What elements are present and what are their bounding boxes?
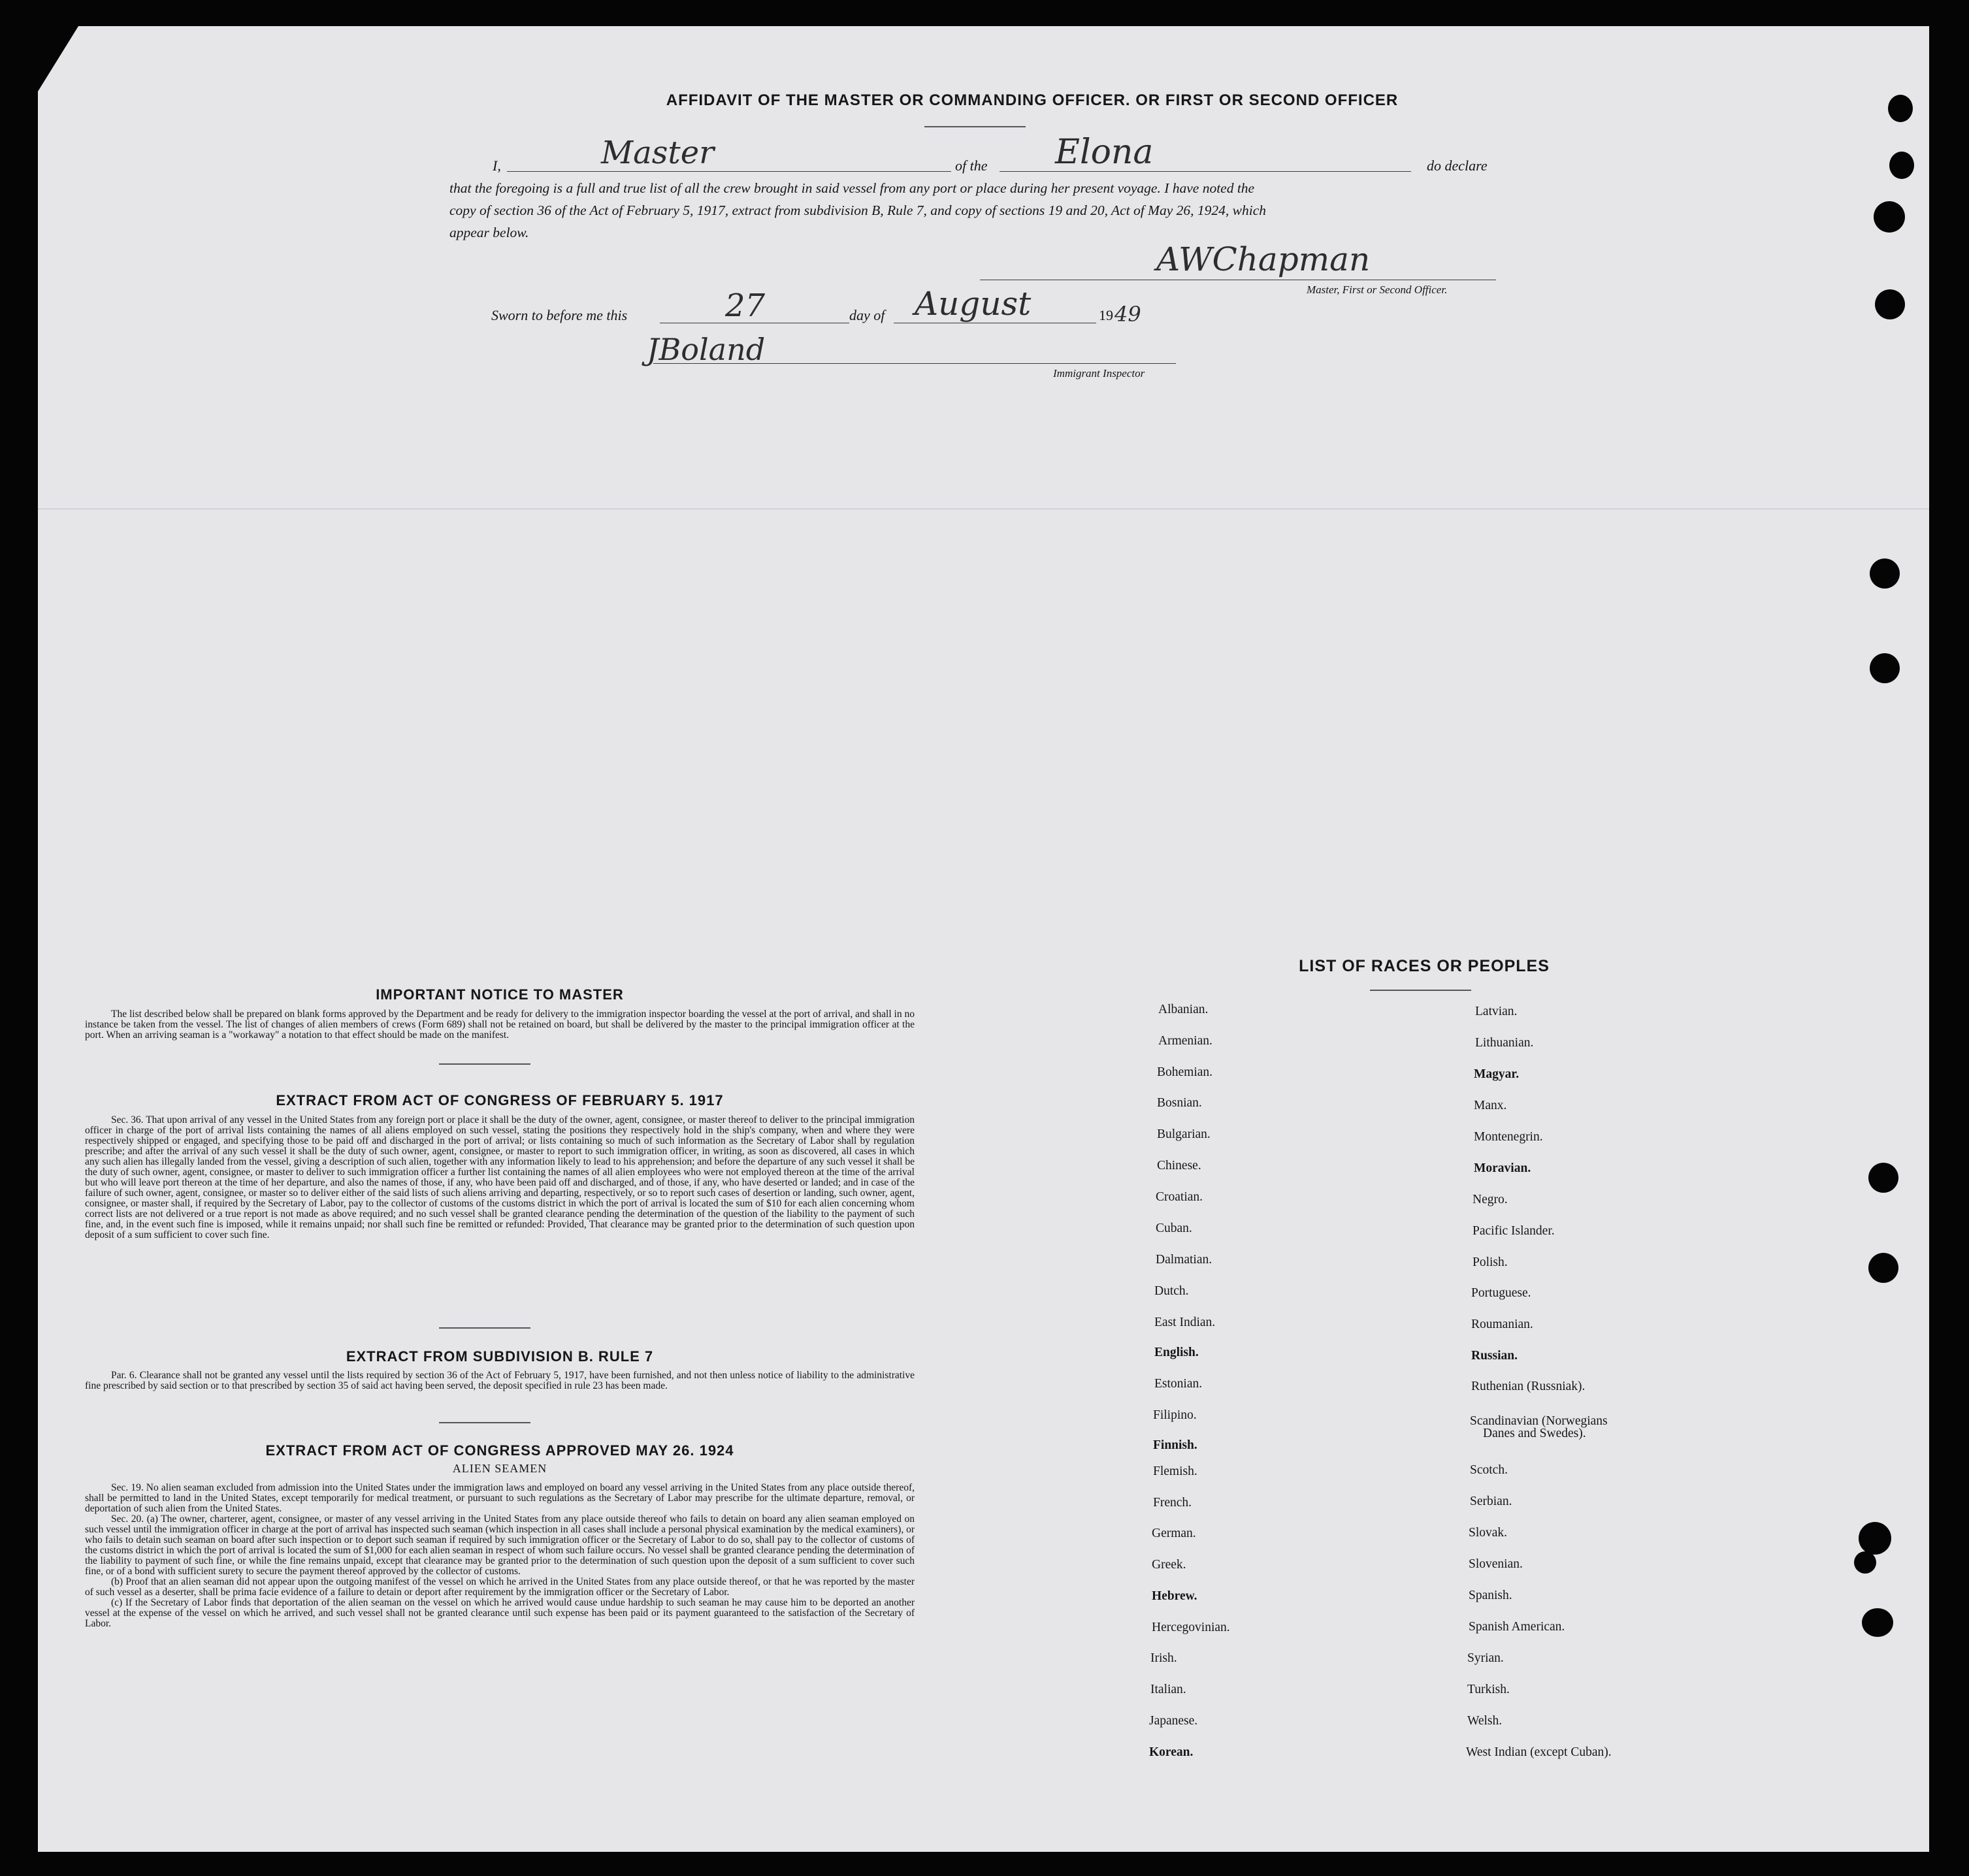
races-rule (1370, 990, 1471, 991)
notice-title: IMPORTANT NOTICE TO MASTER (376, 986, 624, 1003)
signature-caption: Master, First or Second Officer. (1307, 283, 1448, 296)
race-right-item: Polish. (1473, 1255, 1508, 1269)
binder-hole (1874, 201, 1905, 233)
race-left-item: Flemish. (1153, 1464, 1197, 1478)
section-20b-paragraph: (b) Proof that an alien seaman did not appear upon the outgoing manifest of the vessel on which he arrived in the United States from any place outside thereof, or that he was reported by the master of such vessel as a deserter, shall be prima facie evidence of a failure to detain or deport after requirement by the immigration officer or the Secretary of Labor. (85, 1576, 915, 1598)
race-left-item: Greek. (1152, 1558, 1186, 1572)
race-left-item: Irish. (1150, 1651, 1177, 1665)
race-left-item: Estonian. (1154, 1377, 1203, 1391)
race-right-item: Manx. (1474, 1099, 1507, 1112)
race-right-item: Scotch. (1470, 1463, 1508, 1477)
race-left-item: Cuban. (1156, 1221, 1192, 1235)
sworn-label: Sworn to before me this (491, 307, 628, 323)
race-right-item: Scandinavian (Norwegians (1470, 1414, 1608, 1428)
race-left-item: Armenian. (1158, 1034, 1212, 1048)
race-right-item: Lithuanian. (1475, 1036, 1534, 1050)
race-right-item: Ruthenian (Russniak). (1471, 1380, 1586, 1393)
binder-hole (1868, 1253, 1898, 1283)
alien-seamen-subtitle: ALIEN SEAMEN (452, 1462, 547, 1475)
section-rule (439, 1422, 530, 1423)
binder-hole (1859, 1522, 1891, 1555)
race-left-item: Albanian. (1158, 1003, 1209, 1016)
race-right-item: Welsh. (1467, 1714, 1503, 1728)
extract-1924-title: EXTRACT FROM ACT OF CONGRESS APPROVED MAY 26. 1924 (265, 1442, 734, 1459)
races-title: LIST OF RACES OR PEOPLES (1299, 957, 1550, 975)
extract-1917-text (85, 1115, 915, 1240)
declaration-line-4: appear below. (449, 225, 529, 240)
binder-hole (1862, 1608, 1893, 1637)
affidavit-title: AFFIDAVIT OF THE MASTER OR COMMANDING OFFICER. OR FIRST OR SECOND OFFICER (666, 91, 1399, 109)
inspector-line (653, 363, 1176, 364)
race-right-item: Pacific Islander. (1473, 1224, 1555, 1238)
race-left-item: German. (1152, 1527, 1196, 1540)
declaration-i: I, (493, 157, 501, 174)
race-left-item: Italian. (1150, 1683, 1186, 1696)
rule-7-title: EXTRACT FROM SUBDIVISION B. RULE 7 (346, 1348, 654, 1365)
race-left-item: Hercegovinian. (1152, 1621, 1230, 1634)
name-line (507, 171, 951, 172)
binder-hole (1889, 152, 1914, 179)
name-handwriting: Master (601, 135, 715, 171)
race-right-item: Slovenian. (1469, 1557, 1523, 1571)
race-left-item: Hebrew. (1152, 1589, 1197, 1603)
race-right-item: Serbian. (1470, 1495, 1512, 1508)
race-right-item: Spanish American. (1469, 1620, 1565, 1634)
binder-hole (1888, 95, 1913, 122)
race-right-item: Moravian. (1474, 1161, 1531, 1175)
month-handwriting: August (915, 285, 1032, 323)
title-rule (924, 126, 1026, 127)
race-left-item: East Indian. (1154, 1316, 1216, 1329)
day-handwriting: 27 (725, 287, 766, 324)
binder-hole (1870, 653, 1900, 683)
race-left-item: Japanese. (1149, 1714, 1198, 1728)
extract-1917-title: EXTRACT FROM ACT OF CONGRESS OF FEBRUARY 5. 1917 (276, 1092, 724, 1108)
section-36-paragraph: Sec. 36. That upon arrival of any vessel in the United States from any foreign port or place it shall be the duty of the owner, agent, consignee, or master thereof to deliver to the principal immigration officer in charge of the port of arrival lists containing the names of all aliens employed on such vessel, stating the positions they respectively hold in the ship's company, when and where they were respectively shipped or engaged, and specifying those to be paid off and discharged in the port of arrival; or lists containing so much of such information as the Secretary of Labor shall by regulation prescribe; and after the arrival of any such vessel it shall be the duty of such owner, agent, consignee, or master to report to such immigration officer, in writing, as soon as discovered, all cases in which any such alien has illegally landed from the vessel, giving a description of such alien, together with any information likely to lead to his apprehension; and before the departure of any such vessel it shall be the duty of such owner, agent, consignee, or master to deliver to such immigration officer a further list containing the names of all alien employees who were not employed thereon at the time of the arrival but who will leave port thereon at the time of her departure, and also the names of those, if any, who have been paid off and discharged, and of those, if any, who have deserted or landed; and in case of the failure of such owner, agent, consignee, or master so to deliver either of the said lists of such aliens arriving and departing, respectively, or so to report such cases of desertion or landing, such owner, agent, consignee, or master shall, if required by the Secretary of Labor, pay to the collector of customs of the customs district in which the port of arrival is located the sum of $10 for each alien concerning whom correct lists are not delivered or a true report is not made as above required; and no such vessel shall be granted clearance pending the determination of the question of the liability to the payment of such fine, and, in the event such fine is imposed, while it remains unpaid; nor shall such fine be remitted or refunded: Provided, That clearance may be granted prior to the determination of such question upon deposit of a sum sufficient to cover such fine. (85, 1114, 915, 1240)
race-left-item: English. (1154, 1346, 1199, 1359)
section-20c-paragraph: (c) If the Secretary of Labor finds that deportation of the alien seaman on the vessel on which he arrived would cause undue hardship to such seaman he may cause him to be deported an another vessel at the expense of the vessel on which he arrived, and such vessel shall not be granted clearance until such expense has been paid or its payment guaranteed to the satisfaction of the Secretary of Labor. (85, 1597, 915, 1629)
notice-text (85, 1009, 915, 1041)
race-right-item: Latvian. (1475, 1005, 1518, 1018)
race-left-item: Croatian. (1156, 1190, 1203, 1204)
race-right-item: Roumanian. (1471, 1318, 1533, 1331)
do-declare-label: do declare (1427, 157, 1488, 174)
race-left-item: French. (1153, 1496, 1192, 1510)
vessel-handwriting: Elona (1055, 133, 1154, 172)
race-left-item: Finnish. (1153, 1438, 1197, 1452)
year-prefix: 19 (1099, 307, 1113, 323)
race-right-item: Spanish. (1469, 1589, 1512, 1602)
race-left-item: Dalmatian. (1156, 1253, 1212, 1267)
declaration-line-3: copy of section 36 of the Act of February 5, 1917, extract from subdivision B, Rule 7, and copy of sections 19 and 20, Act of May 26, 1924, which (449, 202, 1266, 218)
race-right-item: Turkish. (1467, 1683, 1510, 1696)
race-right-item: Magyar. (1474, 1067, 1520, 1081)
binder-hole (1854, 1551, 1876, 1574)
race-right-item: Montenegrin. (1474, 1130, 1543, 1144)
paragraph-6: Par. 6. Clearance shall not be granted any vessel until the lists required by section 36 of the Act of February 5, 1917, have been furnished, and not then unless notice of liability to the administrative fine prescribed by said section or to that prescribed by section 35 of said act having been served, the deposit specified in rule 23 has been made. (85, 1370, 915, 1391)
section-20a-paragraph: Sec. 20. (a) The owner, charterer, agent, consignee, or master of any vessel arriving in the United States from any place outside thereof who fails to detain on board any alien seaman employed on such vessel until the immigration officer in charge at the port of arrival has inspected such seaman (which inspection in all cases shall include a personal physical examination by the medical examiners), or who fails to detain such seaman on board after such inspection or to deport such seaman if required by such immigration officer or the Secretary of Labor to do so, shall pay to the collector of customs of the customs district in which the port of arrival is located the sum of $1,000 for each alien seaman in respect of whom such failure occurs. No vessel shall be granted clearance pending the determination of the liability to payment of such fine, or while the fine remains unpaid, except that clearance may be granted prior to the determination of such question upon the deposit of a sum sufficient to cover such fine, or of a bond with sufficient surety to secure the payment thereof approved by the collector of customs. (85, 1513, 915, 1577)
day-of-label: day of (849, 307, 885, 323)
section-19-paragraph: Sec. 19. No alien seaman excluded from admission into the United States under the immigration laws and employed on board any vessel arriving in the United States from any place outside thereof, shall be permitted to land in the United States, except temporarily for medical treatment, or pursuant to such regulations as the Secretary of Labor may prescribe for the ultimate departure, removal, or deportation of such alien from the United States. (85, 1482, 915, 1514)
race-right-item: Slovak. (1469, 1526, 1508, 1540)
race-left-item: Korean. (1149, 1745, 1194, 1759)
race-right-item: Danes and Swedes). (1483, 1427, 1586, 1440)
master-signature: AWChapman (1156, 240, 1371, 278)
race-right-item: Russian. (1471, 1349, 1518, 1363)
notice-paragraph: The list described below shall be prepared on blank forms approved by the Department and be ready for delivery to the immigration inspector boarding the vessel at the port of arrival, and shall in no instance be taken from the vessel. The list of changes of alien members of crews (Form 689) shall not be retained on board, but shall be delivered by the master to the principal immigration officer at the port. When an arriving seaman is a "workaway" a notation to that effect should be made on the manifest. (85, 1009, 915, 1041)
declaration-line-2: that the foregoing is a full and true list of all the crew brought in said vessel from any port or place during her present voyage. I have noted the (449, 180, 1255, 196)
inspector-caption: Immigrant Inspector (1053, 367, 1145, 380)
race-left-item: Dutch. (1154, 1284, 1189, 1298)
fold-line (38, 508, 1929, 509)
rule-7-text (85, 1370, 915, 1391)
race-right-item: West Indian (except Cuban). (1466, 1745, 1612, 1759)
binder-hole (1870, 558, 1900, 589)
section-rule (439, 1327, 530, 1329)
inspector-signature: JBoland (647, 332, 766, 367)
race-left-item: Chinese. (1157, 1159, 1201, 1172)
extract-1924-text (85, 1483, 915, 1629)
race-right-item: Syrian. (1467, 1651, 1504, 1665)
race-left-item: Bohemian. (1157, 1065, 1213, 1079)
race-left-item: Filipino. (1153, 1408, 1197, 1422)
race-right-item: Portuguese. (1471, 1286, 1531, 1300)
race-right-item: Negro. (1473, 1193, 1508, 1206)
race-left-item: Bulgarian. (1157, 1127, 1211, 1141)
section-rule (439, 1063, 530, 1065)
race-left-item: Bosnian. (1157, 1096, 1202, 1110)
binder-hole (1875, 289, 1905, 319)
year-handwriting: 49 (1115, 302, 1141, 327)
of-the-label: of the (955, 157, 988, 174)
binder-hole (1868, 1163, 1898, 1193)
